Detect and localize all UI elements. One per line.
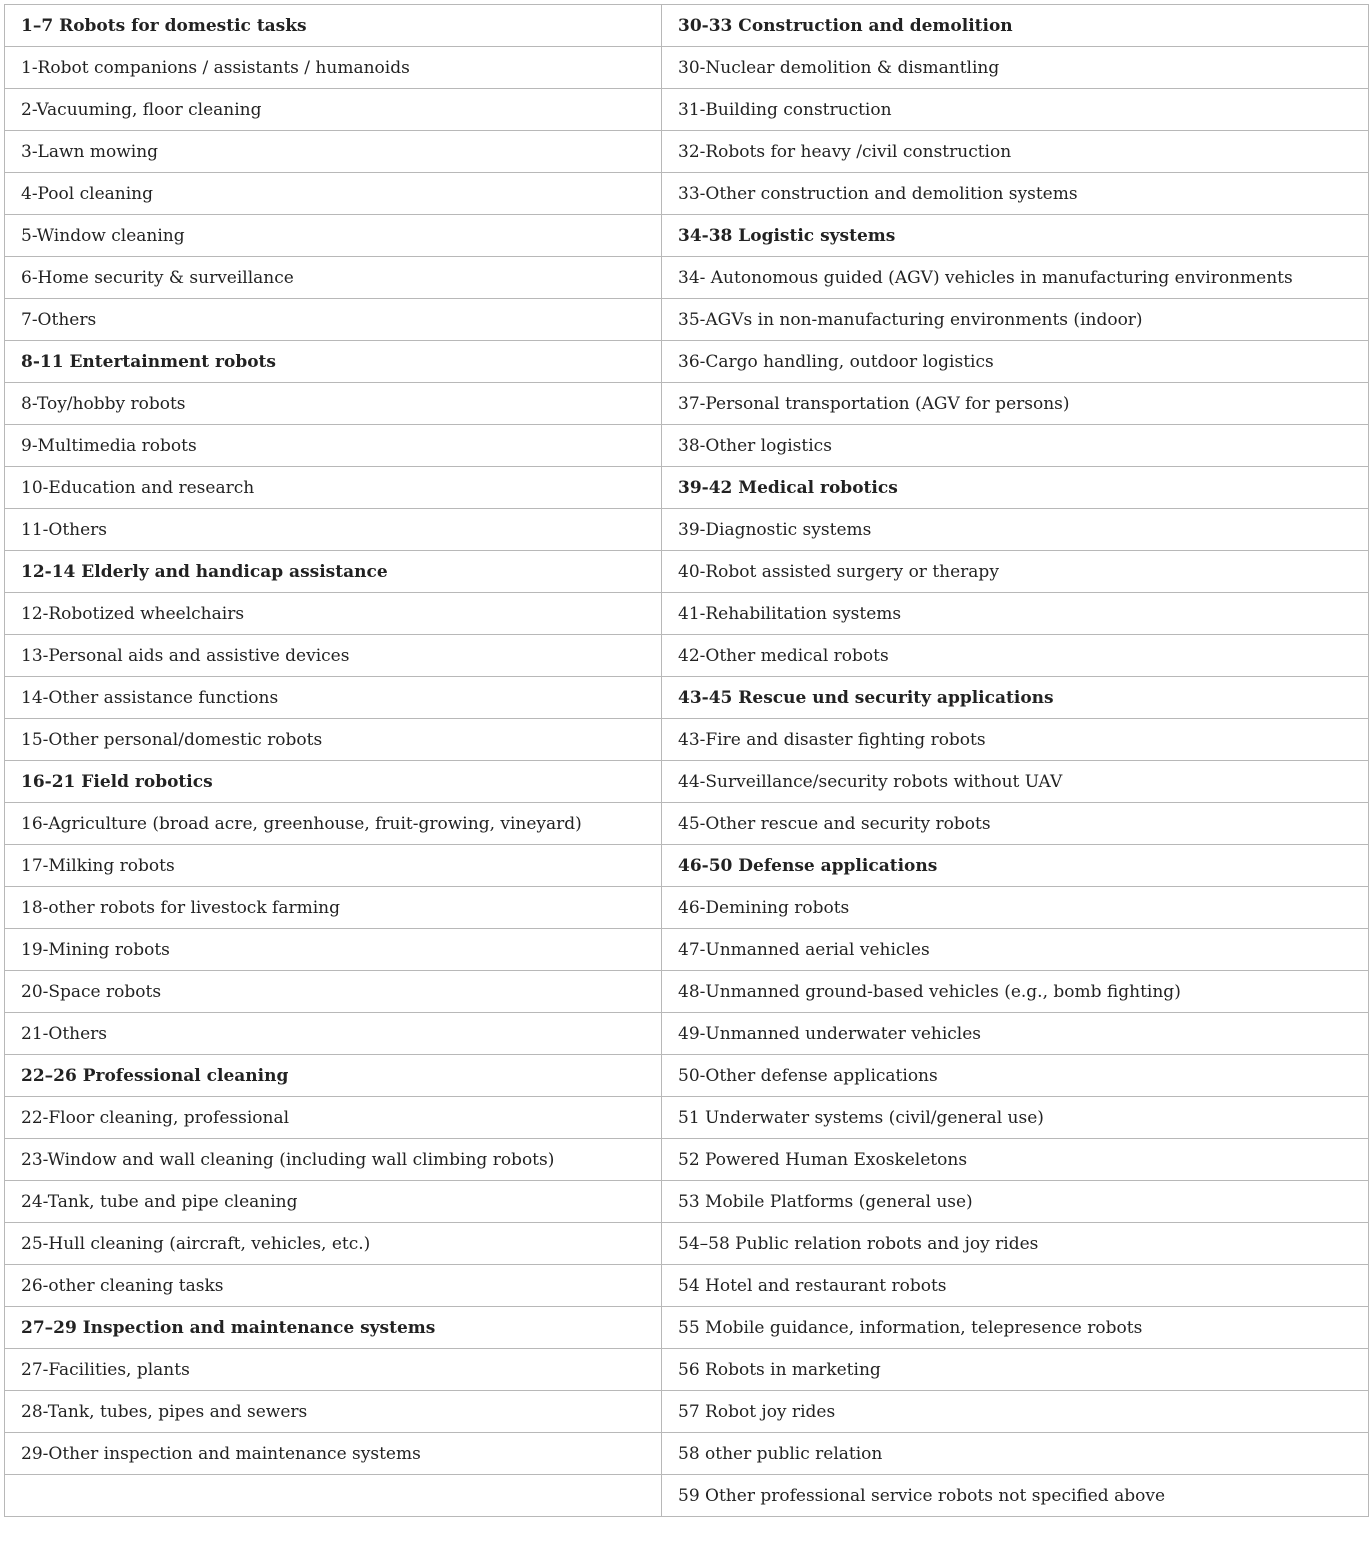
category-item-cell: 1-Robot companions / assistants / humanoids xyxy=(5,47,662,89)
table-row xyxy=(5,341,1369,383)
category-heading-cell: 8-11 Entertainment robots xyxy=(5,341,662,383)
category-item-cell: 4-Pool cleaning xyxy=(5,173,662,215)
category-item-cell: 56 Robots in marketing xyxy=(662,1349,1369,1391)
table-row xyxy=(5,467,1369,509)
category-item-cell: 3-Lawn mowing xyxy=(5,131,662,173)
table-row xyxy=(5,1013,1369,1055)
table-row xyxy=(5,89,1369,131)
category-heading-cell: 16-21 Field robotics xyxy=(5,761,662,803)
category-item-cell: 45-Other rescue and security robots xyxy=(662,803,1369,845)
category-item-cell: 16-Agriculture (broad acre, greenhouse, fruit-growing, vineyard) xyxy=(5,803,662,845)
category-item-cell: 22-Floor cleaning, professional xyxy=(5,1097,662,1139)
table-row xyxy=(5,1391,1369,1433)
table-row xyxy=(5,677,1369,719)
category-item-cell: 34- Autonomous guided (AGV) vehicles in manufacturing environments xyxy=(662,257,1369,299)
category-item-cell: 7-Others xyxy=(5,299,662,341)
table-row xyxy=(5,131,1369,173)
category-item-cell: 12-Robotized wheelchairs xyxy=(5,593,662,635)
table-row xyxy=(5,1139,1369,1181)
robot-categories-table-container xyxy=(4,4,1368,1517)
category-item-cell: 48-Unmanned ground-based vehicles (e.g., bomb fighting) xyxy=(662,971,1369,1013)
table-body xyxy=(5,5,1369,1517)
category-item-cell: 30-Nuclear demolition & dismantling xyxy=(662,47,1369,89)
category-item-cell: 32-Robots for heavy /civil construction xyxy=(662,131,1369,173)
table-row xyxy=(5,1349,1369,1391)
category-item-cell: 11-Others xyxy=(5,509,662,551)
category-item-cell: 54 Hotel and restaurant robots xyxy=(662,1265,1369,1307)
category-item-cell: 29-Other inspection and maintenance systems xyxy=(5,1433,662,1475)
category-item-cell: 33-Other construction and demolition systems xyxy=(662,173,1369,215)
table-row xyxy=(5,1433,1369,1475)
category-item-cell: 13-Personal aids and assistive devices xyxy=(5,635,662,677)
table-row xyxy=(5,719,1369,761)
category-item-cell: 47-Unmanned aerial vehicles xyxy=(662,929,1369,971)
table-row xyxy=(5,593,1369,635)
robot-categories-table xyxy=(4,4,1369,1517)
category-item-cell: 44-Surveillance/security robots without UAV xyxy=(662,761,1369,803)
category-item-cell xyxy=(5,1475,662,1517)
category-item-cell: 37-Personal transportation (AGV for persons) xyxy=(662,383,1369,425)
category-item-cell: 38-Other logistics xyxy=(662,425,1369,467)
table-row xyxy=(5,215,1369,257)
table-row xyxy=(5,173,1369,215)
category-heading-cell: 30-33 Construction and demolition xyxy=(662,5,1369,47)
category-item-cell: 26-other cleaning tasks xyxy=(5,1265,662,1307)
category-item-cell: 19-Mining robots xyxy=(5,929,662,971)
table-row xyxy=(5,425,1369,467)
category-item-cell: 59 Other professional service robots not specified above xyxy=(662,1475,1369,1517)
category-item-cell: 24-Tank, tube and pipe cleaning xyxy=(5,1181,662,1223)
table-row xyxy=(5,5,1369,47)
category-item-cell: 18-other robots for livestock farming xyxy=(5,887,662,929)
category-item-cell: 9-Multimedia robots xyxy=(5,425,662,467)
category-item-cell: 5-Window cleaning xyxy=(5,215,662,257)
table-row xyxy=(5,1265,1369,1307)
category-item-cell: 6-Home security & surveillance xyxy=(5,257,662,299)
category-item-cell: 41-Rehabilitation systems xyxy=(662,593,1369,635)
category-item-cell: 20-Space robots xyxy=(5,971,662,1013)
category-item-cell: 27-Facilities, plants xyxy=(5,1349,662,1391)
table-row xyxy=(5,257,1369,299)
category-heading-cell: 34-38 Logistic systems xyxy=(662,215,1369,257)
table-row xyxy=(5,1181,1369,1223)
table-row xyxy=(5,509,1369,551)
category-item-cell: 28-Tank, tubes, pipes and sewers xyxy=(5,1391,662,1433)
category-item-cell: 55 Mobile guidance, information, telepresence robots xyxy=(662,1307,1369,1349)
category-item-cell: 31-Building construction xyxy=(662,89,1369,131)
category-item-cell: 57 Robot joy rides xyxy=(662,1391,1369,1433)
category-item-cell: 25-Hull cleaning (aircraft, vehicles, etc.) xyxy=(5,1223,662,1265)
category-item-cell: 10-Education and research xyxy=(5,467,662,509)
category-item-cell: 17-Milking robots xyxy=(5,845,662,887)
category-item-cell: 54–58 Public relation robots and joy rides xyxy=(662,1223,1369,1265)
table-row xyxy=(5,383,1369,425)
category-item-cell: 51 Underwater systems (civil/general use) xyxy=(662,1097,1369,1139)
category-item-cell: 43-Fire and disaster fighting robots xyxy=(662,719,1369,761)
category-item-cell: 40-Robot assisted surgery or therapy xyxy=(662,551,1369,593)
category-item-cell: 2-Vacuuming, floor cleaning xyxy=(5,89,662,131)
table-row xyxy=(5,47,1369,89)
category-item-cell: 39-Diagnostic systems xyxy=(662,509,1369,551)
table-row xyxy=(5,971,1369,1013)
table-row xyxy=(5,761,1369,803)
table-row xyxy=(5,1055,1369,1097)
category-item-cell: 53 Mobile Platforms (general use) xyxy=(662,1181,1369,1223)
category-item-cell: 21-Others xyxy=(5,1013,662,1055)
table-row xyxy=(5,1475,1369,1517)
category-item-cell: 42-Other medical robots xyxy=(662,635,1369,677)
table-row xyxy=(5,551,1369,593)
table-row xyxy=(5,635,1369,677)
table-row xyxy=(5,1307,1369,1349)
category-item-cell: 52 Powered Human Exoskeletons xyxy=(662,1139,1369,1181)
category-heading-cell: 46-50 Defense applications xyxy=(662,845,1369,887)
category-heading-cell: 43-45 Rescue und security applications xyxy=(662,677,1369,719)
category-heading-cell: 22–26 Professional cleaning xyxy=(5,1055,662,1097)
category-item-cell: 15-Other personal/domestic robots xyxy=(5,719,662,761)
category-heading-cell: 39-42 Medical robotics xyxy=(662,467,1369,509)
table-row xyxy=(5,1097,1369,1139)
table-row xyxy=(5,1223,1369,1265)
category-item-cell: 50-Other defense applications xyxy=(662,1055,1369,1097)
table-row xyxy=(5,803,1369,845)
category-item-cell: 58 other public relation xyxy=(662,1433,1369,1475)
category-item-cell: 36-Cargo handling, outdoor logistics xyxy=(662,341,1369,383)
table-row xyxy=(5,929,1369,971)
category-heading-cell: 27–29 Inspection and maintenance systems xyxy=(5,1307,662,1349)
category-item-cell: 46-Demining robots xyxy=(662,887,1369,929)
table-row xyxy=(5,845,1369,887)
category-heading-cell: 1–7 Robots for domestic tasks xyxy=(5,5,662,47)
category-item-cell: 14-Other assistance functions xyxy=(5,677,662,719)
category-item-cell: 35-AGVs in non-manufacturing environments (indoor) xyxy=(662,299,1369,341)
category-heading-cell: 12-14 Elderly and handicap assistance xyxy=(5,551,662,593)
category-item-cell: 49-Unmanned underwater vehicles xyxy=(662,1013,1369,1055)
table-row xyxy=(5,887,1369,929)
table-row xyxy=(5,299,1369,341)
category-item-cell: 23-Window and wall cleaning (including wall climbing robots) xyxy=(5,1139,662,1181)
category-item-cell: 8-Toy/hobby robots xyxy=(5,383,662,425)
